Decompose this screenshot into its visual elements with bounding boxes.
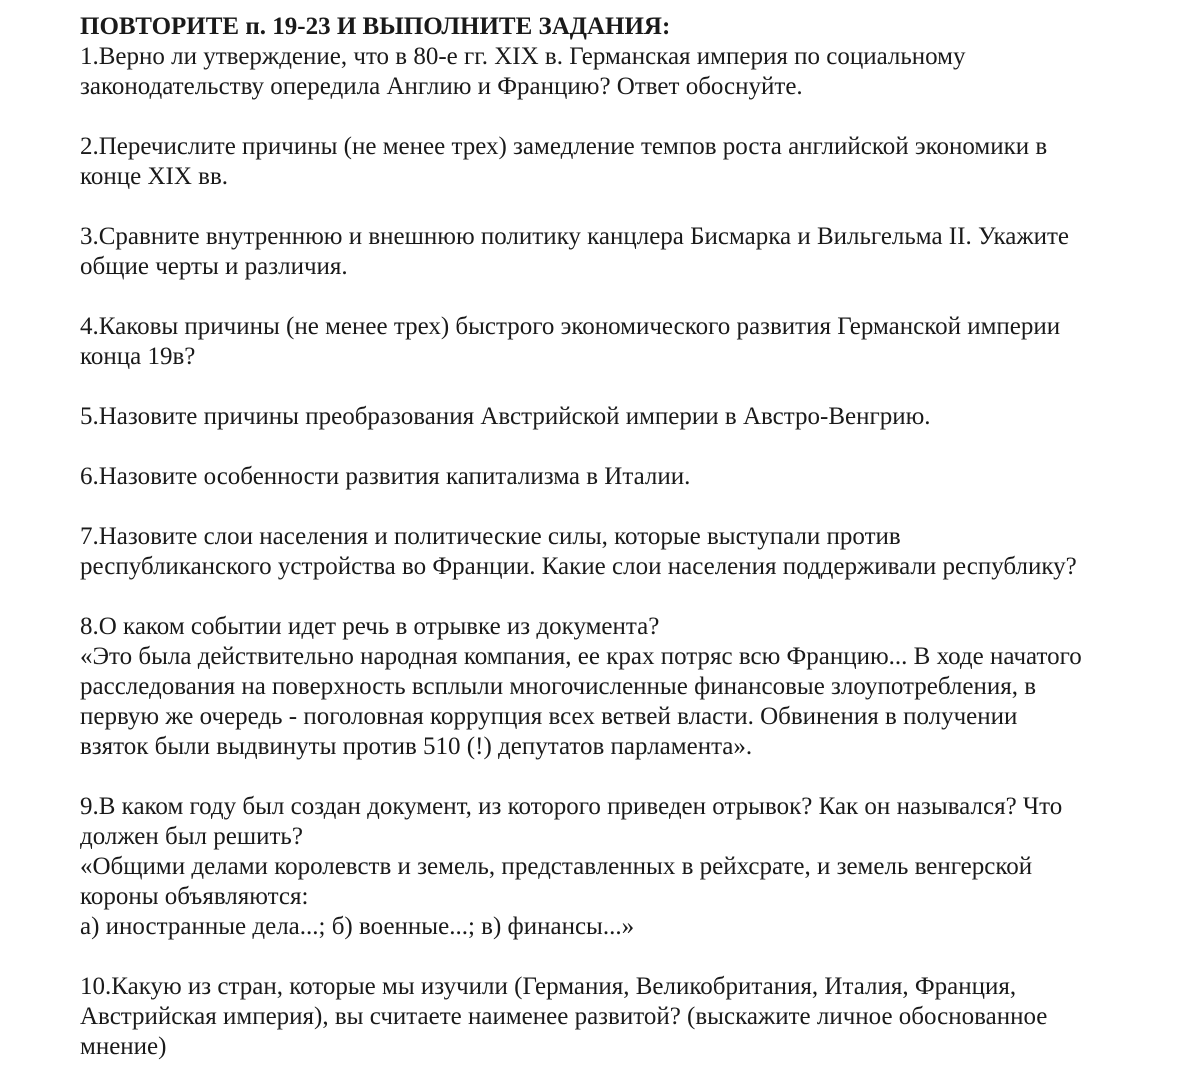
task-8 [80,612,1180,762]
task-line: республиканского устройства во Франции. Какие слои населения поддерживали республику? [80,553,1077,580]
task-6 [80,462,1180,492]
task-line: взяток были выдвинуты против 510 (!) депутатов парламента». [80,733,753,760]
task-line: а) иностранные дела...; б) военные...; в) финансы...» [80,913,635,940]
document-page [80,12,1180,1062]
task-4 [80,312,1180,372]
task-line: первую же очередь - поголовная коррупция всех ветвей власти. Обвинения в получении [80,703,1018,730]
task-line: расследования на поверхность всплыли многочисленные финансовые злоупотребления, в [80,673,1037,700]
task-line: 10.Какую из стран, которые мы изучили (Германия, Великобритания, Италия, Франция, [80,973,1017,1000]
task-line: Австрийская империя), вы считаете наименее развитой? (выскажите личное обоснованное [80,1003,1048,1030]
task-line: «Это была действительно народная компания, ее крах потряс всю Францию... В ходе начатого [80,643,1082,670]
task-line: 1.Верно ли утверждение, что в 80-е гг. XIX в. Германская империя по социальному [80,43,966,70]
task-10 [80,972,1180,1062]
task-7 [80,522,1180,582]
task-9 [80,792,1180,942]
task-line: 6.Назовите особенности развития капитализма в Италии. [80,463,691,490]
document-title: ПОВТОРИТЕ п. 19-23 И ВЫПОЛНИТЕ ЗАДАНИЯ: [80,13,671,40]
task-line: конца 19в? [80,343,196,370]
task-line: законодательству опередила Англию и Францию? Ответ обоснуйте. [80,73,803,100]
task-line: 9.В каком году был создан документ, из которого приведен отрывок? Как он назывался? Что [80,793,1063,820]
task-3 [80,222,1180,282]
task-line: должен был решить? [80,823,303,850]
task-line: «Общими делами королевств и земель, представленных в рейхсрате, и земель венгерской [80,853,1033,880]
task-2 [80,132,1180,192]
task-line: конце XIX вв. [80,163,229,190]
task-line: 5.Назовите причины преобразования Австрийской империи в Австро-Венгрию. [80,403,931,430]
task-1 [80,42,1180,102]
task-line: 7.Назовите слои населения и политические силы, которые выступали против [80,523,901,550]
task-5 [80,402,1180,432]
task-line: 2.Перечислите причины (не менее трех) замедление темпов роста английской экономики в [80,133,1048,160]
task-line: общие черты и различия. [80,253,348,280]
task-line: мнение) [80,1033,167,1060]
task-line: 8.О каком событии идет речь в отрывке из документа? [80,613,660,640]
task-line: 4.Каковы причины (не менее трех) быстрого экономического развития Германской империи [80,313,1061,340]
task-line: короны объявляются: [80,883,309,910]
task-line: 3.Сравните внутреннюю и внешнюю политику канцлера Бисмарка и Вильгельма II. Укажите [80,223,1069,250]
